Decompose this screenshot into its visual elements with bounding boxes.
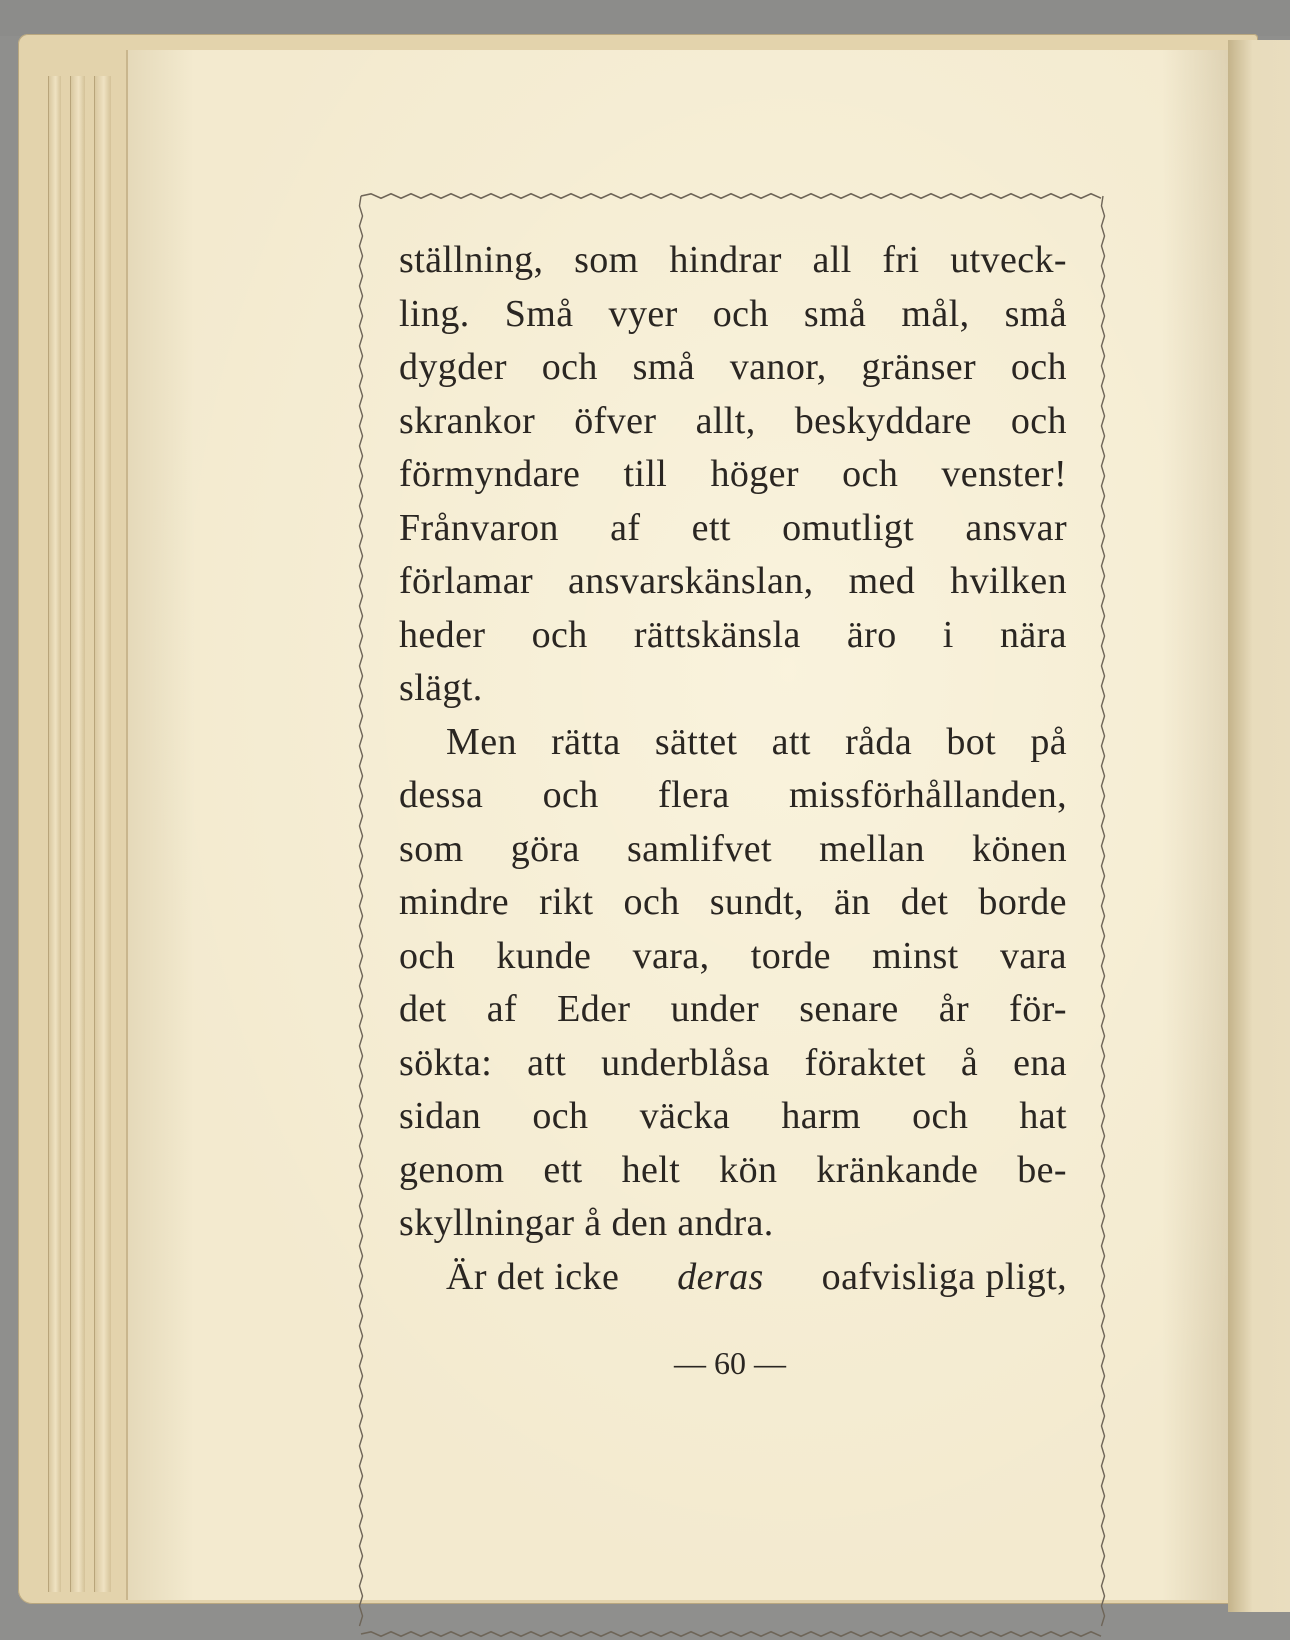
- page-edge: [70, 76, 85, 1592]
- text-word: på: [1030, 720, 1067, 763]
- text-word: det: [399, 988, 447, 1030]
- text-word: och: [531, 613, 588, 656]
- text-word: be-: [1017, 1148, 1067, 1191]
- text-word: flera: [658, 774, 730, 816]
- text-line: [399, 983, 1067, 1037]
- text-word: skrankor: [399, 399, 536, 442]
- text-line: slägt.: [399, 667, 483, 709]
- text-word: väcka: [639, 1095, 731, 1137]
- text-word: mindre: [399, 881, 510, 923]
- text-line: [399, 930, 1067, 984]
- text-word: harm: [781, 1095, 862, 1137]
- text-word: som: [399, 827, 464, 870]
- text-word: som: [574, 239, 639, 281]
- text-segment: oafvisliga pligt,: [811, 1255, 1067, 1298]
- text-word: mål,: [901, 292, 970, 335]
- text-word: och: [532, 1095, 589, 1137]
- text-word: könen: [972, 827, 1067, 870]
- text-word: mellan: [819, 827, 925, 870]
- text-word: och: [542, 774, 599, 816]
- text-word: underblåsa: [601, 1041, 770, 1084]
- text-word: vyer: [608, 292, 678, 335]
- text-word: ansvarskänslan,: [568, 560, 814, 602]
- text-word: att: [771, 720, 811, 763]
- text-word: all: [812, 239, 852, 281]
- text-word: det: [900, 881, 949, 923]
- text-word: vara,: [632, 934, 710, 977]
- text-word: och: [623, 881, 680, 923]
- text-word: vara: [999, 934, 1067, 977]
- page-edge: [48, 76, 61, 1592]
- text-line: [399, 1251, 1067, 1305]
- text-word: ena: [1013, 1041, 1067, 1084]
- text-word: Men: [446, 720, 517, 763]
- text-word: utveck-: [950, 239, 1067, 281]
- text-word: små: [632, 346, 695, 388]
- text-line: [399, 502, 1067, 556]
- text-word: ett: [543, 1148, 583, 1191]
- text-line: [399, 341, 1067, 395]
- italic-word: deras: [677, 1255, 764, 1298]
- text-word: Små: [504, 292, 574, 335]
- text-word: samlifvet: [626, 827, 772, 870]
- text-word: rätta: [551, 720, 621, 763]
- text-word: hat: [1019, 1095, 1067, 1137]
- text-word: allt,: [695, 399, 756, 442]
- text-line: [399, 876, 1067, 930]
- text-word: nära: [999, 613, 1067, 656]
- text-word: att: [527, 1041, 567, 1084]
- text-word: missförhållanden,: [788, 774, 1067, 816]
- text-word: under: [670, 988, 760, 1030]
- text-word: af: [610, 506, 641, 549]
- text-word: torde: [750, 934, 831, 977]
- text-word: hvilken: [950, 560, 1067, 602]
- text-line: [399, 769, 1067, 823]
- text-word: förlamar: [399, 560, 534, 602]
- text-word: rättskänsla: [633, 613, 801, 656]
- text-word: och: [399, 934, 456, 977]
- text-word: vanor,: [729, 346, 827, 388]
- text-word: än: [834, 881, 871, 923]
- text-word: sättet: [654, 720, 738, 763]
- page-number: — 60 —: [674, 1345, 786, 1381]
- text-line: [399, 823, 1067, 877]
- text-word: helt: [621, 1148, 681, 1191]
- text-word: och: [842, 453, 899, 495]
- text-line: [399, 1144, 1067, 1198]
- text-word: borde: [978, 881, 1067, 923]
- text-word: år: [938, 988, 970, 1030]
- text-word: beskyddare: [794, 399, 972, 442]
- text-word: ställning,: [399, 239, 544, 281]
- text-word: och: [541, 346, 598, 388]
- text-word: kränkande: [816, 1148, 979, 1191]
- text-word: höger: [710, 453, 799, 495]
- text-word: kunde: [496, 934, 592, 977]
- text-line: skyllningar å den andra.: [399, 1202, 774, 1244]
- text-word: hindrar: [669, 239, 782, 281]
- text-word: Eder: [557, 988, 631, 1030]
- text-word: minst: [872, 934, 959, 977]
- text-word: fri: [882, 239, 920, 281]
- text-word: råda: [845, 720, 913, 763]
- text-word: ling.: [399, 292, 470, 335]
- text-line: [399, 1037, 1067, 1091]
- text-word: venster!: [941, 453, 1067, 495]
- text-word: af: [486, 988, 518, 1030]
- text-line: [399, 1090, 1067, 1144]
- text-line: [399, 395, 1067, 449]
- text-word: små: [803, 292, 867, 335]
- text-word: göra: [510, 827, 580, 870]
- body-text: [399, 234, 1067, 1304]
- text-word: rikt: [539, 881, 594, 923]
- scan-background-top: [0, 0, 1290, 36]
- text-word: och: [1010, 399, 1067, 442]
- text-word: dygder: [399, 346, 507, 388]
- text-line: [399, 448, 1067, 502]
- text-line: [399, 609, 1067, 663]
- text-word: sökta:: [399, 1041, 493, 1084]
- text-word: små: [1004, 292, 1067, 335]
- text-word: och: [912, 1095, 969, 1137]
- text-word: omutligt: [782, 506, 915, 549]
- text-word: ett: [691, 506, 731, 549]
- text-word: i: [942, 613, 954, 656]
- text-word: öfver: [574, 399, 657, 442]
- text-word: för-: [1009, 988, 1067, 1030]
- text-word: ansvar: [965, 506, 1067, 549]
- text-line: [399, 288, 1067, 342]
- text-word: sidan: [399, 1095, 482, 1137]
- text-word: äro: [846, 613, 897, 656]
- text-word: heder: [399, 613, 486, 656]
- text-word: genom: [399, 1148, 505, 1191]
- text-word: sundt,: [709, 881, 804, 923]
- text-word: Frånvaron: [399, 506, 559, 549]
- text-word: gränser: [861, 346, 977, 388]
- text-line: [399, 234, 1067, 288]
- text-word: dessa: [399, 774, 484, 816]
- text-word: föraktet: [804, 1041, 926, 1084]
- text-segment: Är det icke: [446, 1255, 630, 1298]
- text-word: förmyndare: [399, 453, 581, 495]
- text-word: och: [712, 292, 769, 335]
- page-edge: [94, 76, 111, 1592]
- text-word: senare: [799, 988, 899, 1030]
- border-bottom: [361, 1632, 1101, 1636]
- text-line: [399, 716, 1067, 770]
- text-line: [399, 555, 1067, 609]
- text-word: bot: [946, 720, 997, 763]
- facing-page-edge: [1228, 40, 1290, 1612]
- text-word: och: [1010, 346, 1067, 388]
- text-word: med: [848, 560, 916, 602]
- text-word: kön: [719, 1148, 778, 1191]
- text-word: å: [960, 1041, 979, 1084]
- text-word: till: [623, 453, 668, 495]
